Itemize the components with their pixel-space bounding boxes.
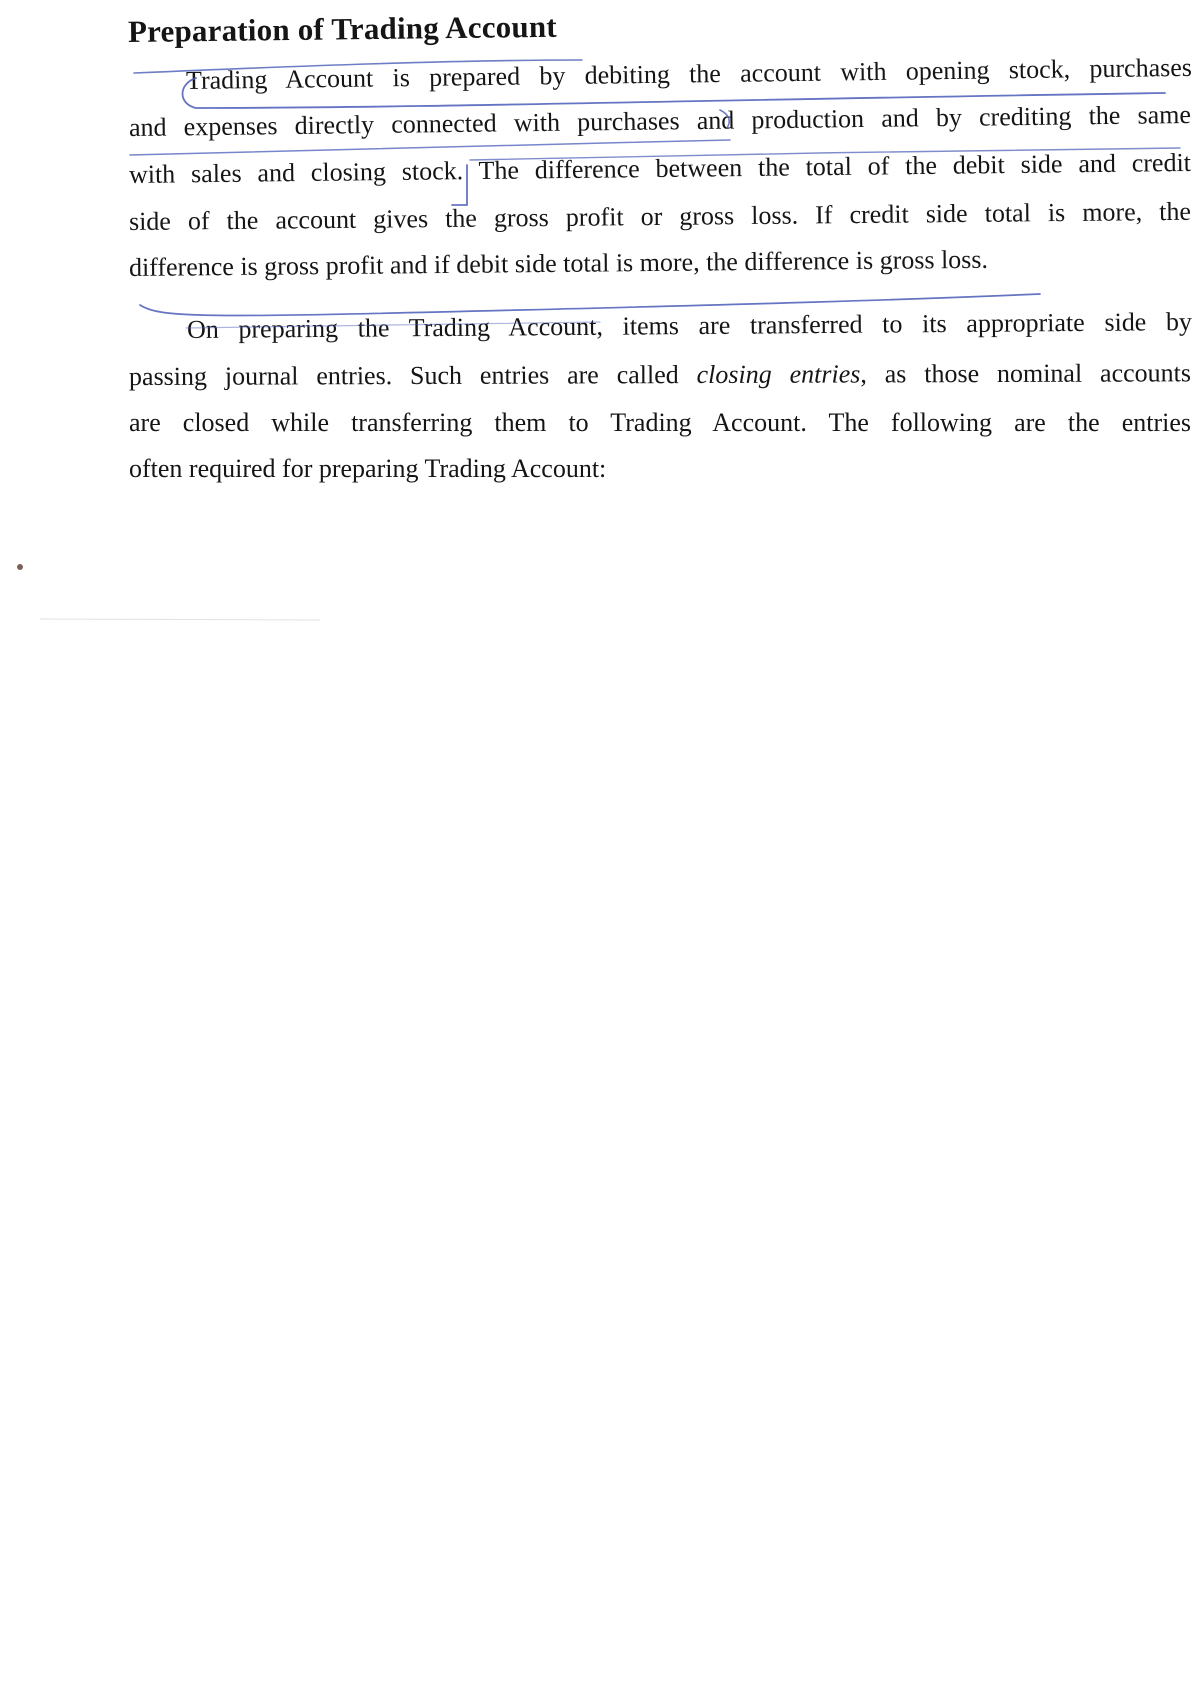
paragraph-line: and expenses directly connected with purchases and production and by crediting the same <box>128 100 1192 142</box>
paragraph-line: On preparing the Trading Account, items are transferred to its appropriate side by <box>186 307 1193 344</box>
paragraph-line: side of the account gives the gross profit or gross loss. If credit side total is more, the <box>128 196 1192 236</box>
text-run: passing journal entries. Such entries are called <box>128 360 697 391</box>
italic-term: closing entries <box>696 359 861 390</box>
pen-underline-line2 <box>130 140 730 155</box>
paragraph-line: Trading Account is prepared by debiting the account with opening stock, purchases <box>185 52 1193 95</box>
paragraph-line: difference is gross profit and if debit side total is more, the difference is gross loss. <box>128 244 989 282</box>
paragraph-line: with sales and closing stock. The difference between the total of the debit side and credit <box>128 147 1192 189</box>
text-run: , as those nominal accounts <box>860 358 1192 389</box>
faint-scan-line <box>40 619 320 620</box>
ink-speck <box>17 564 23 570</box>
paragraph-line: often required for preparing Trading Account: <box>129 454 607 483</box>
paragraph-line <box>129 358 1191 392</box>
paragraph-line: are closed while transferring them to Trading Account. The following are the entries <box>129 408 1191 437</box>
page-title: Preparation of Trading Account <box>127 8 558 49</box>
